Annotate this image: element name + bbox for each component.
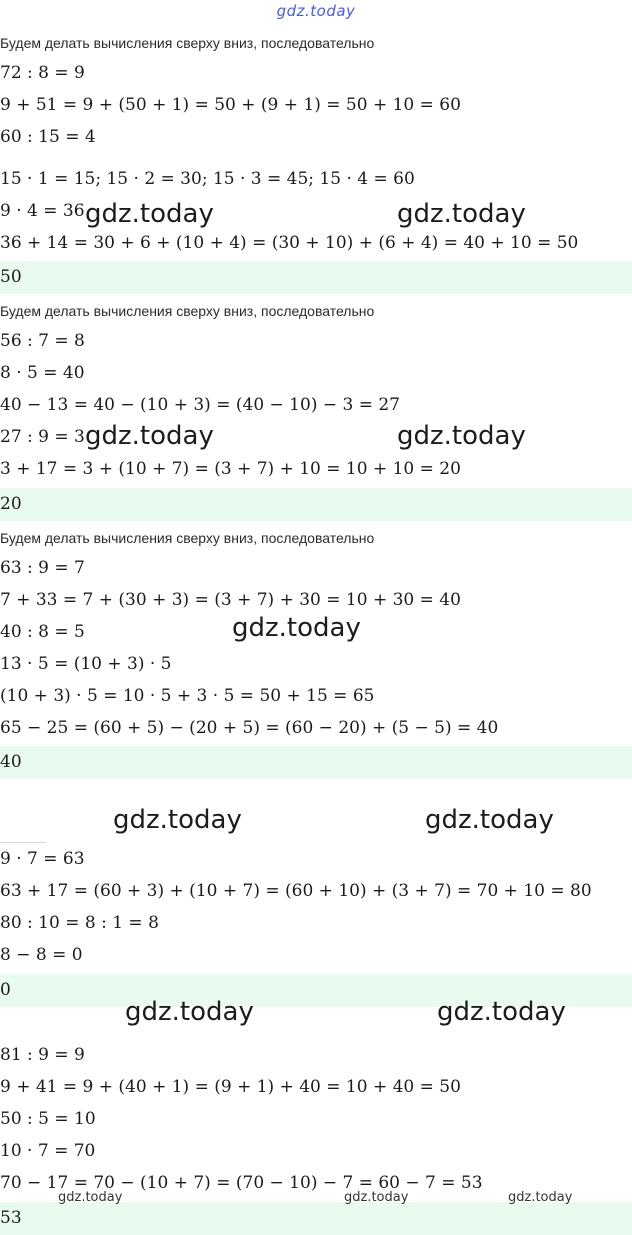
calculation-line: 8 − 8 = 0 <box>0 945 83 965</box>
calculation-line: 50 : 5 = 10 <box>0 1109 96 1129</box>
calculation-line: 8 · 5 = 40 <box>0 363 85 383</box>
calculation-line: 65 − 25 = (60 + 5) − (20 + 5) = (60 − 20) + (5 − 5) = 40 <box>0 718 499 738</box>
calculation-line: 72 : 8 = 9 <box>0 63 85 83</box>
instruction-text: Будем делать вычисления сверху вниз, последовательно <box>0 35 375 51</box>
watermark: gdz.today <box>125 997 254 1027</box>
answer-row: 0 <box>0 974 632 1007</box>
watermark: gdz.today <box>85 421 214 451</box>
calculation-line: 9 + 51 = 9 + (50 + 1) = 50 + (9 + 1) = 50 + 10 = 60 <box>0 95 461 115</box>
calculation-line: 56 : 7 = 8 <box>0 331 85 351</box>
instruction-text: Будем делать вычисления сверху вниз, последовательно <box>0 303 375 319</box>
answer-row: 50 <box>0 261 632 294</box>
calculation-line: 10 · 7 = 70 <box>0 1141 96 1161</box>
site-header-logo: gdz.today <box>276 2 356 20</box>
calculation-line: 80 : 10 = 8 : 1 = 8 <box>0 913 159 933</box>
calculation-line: 36 + 14 = 30 + 6 + (10 + 4) = (30 + 10) + (6 + 4) = 40 + 10 = 50 <box>0 233 579 253</box>
calculation-line: 9 · 4 = 36 <box>0 201 85 221</box>
calculation-line: 13 · 5 = (10 + 3) · 5 <box>0 654 172 674</box>
calculation-line: 70 − 17 = 70 − (10 + 7) = (70 − 10) − 7 = 60 − 7 = 53 <box>0 1173 483 1193</box>
answer-row: 20 <box>0 488 632 521</box>
calculation-line: 40 − 13 = 40 − (10 + 3) = (40 − 10) − 3 = 27 <box>0 395 400 415</box>
section-divider <box>0 842 46 843</box>
calculation-line: (10 + 3) · 5 = 10 · 5 + 3 · 5 = 50 + 15 = 65 <box>0 686 375 706</box>
calculation-line: 81 : 9 = 9 <box>0 1045 85 1065</box>
watermark: gdz.today <box>344 1190 409 1205</box>
calculation-line: 3 + 17 = 3 + (10 + 7) = (3 + 7) + 10 = 10 + 10 = 20 <box>0 459 461 479</box>
watermark: gdz.today <box>113 805 242 835</box>
watermark: gdz.today <box>508 1190 573 1205</box>
answer-row: 40 <box>0 746 632 779</box>
watermark: gdz.today <box>425 805 554 835</box>
calculation-line: 15 · 1 = 15; 15 · 2 = 30; 15 · 3 = 45; 15 · 4 = 60 <box>0 169 415 189</box>
watermark: gdz.today <box>85 199 214 229</box>
calculation-line: 27 : 9 = 3 <box>0 427 85 447</box>
calculation-line: 63 : 9 = 7 <box>0 558 85 578</box>
watermark: gdz.today <box>397 421 526 451</box>
watermark: gdz.today <box>232 613 361 643</box>
calculation-line: 63 + 17 = (60 + 3) + (10 + 7) = (60 + 10) + (3 + 7) = 70 + 10 = 80 <box>0 881 592 901</box>
calculation-line: 7 + 33 = 7 + (30 + 3) = (3 + 7) + 30 = 10 + 30 = 40 <box>0 590 461 610</box>
watermark: gdz.today <box>397 199 526 229</box>
calculation-line: 9 · 7 = 63 <box>0 849 85 869</box>
watermark: gdz.today <box>58 1190 123 1205</box>
instruction-text: Будем делать вычисления сверху вниз, последовательно <box>0 530 375 546</box>
calculation-line: 9 + 41 = 9 + (40 + 1) = (9 + 1) + 40 = 10 + 40 = 50 <box>0 1077 461 1097</box>
answer-row: 53 <box>0 1202 632 1235</box>
calculation-line: 60 : 15 = 4 <box>0 127 96 147</box>
watermark: gdz.today <box>437 997 566 1027</box>
calculation-line: 40 : 8 = 5 <box>0 622 85 642</box>
